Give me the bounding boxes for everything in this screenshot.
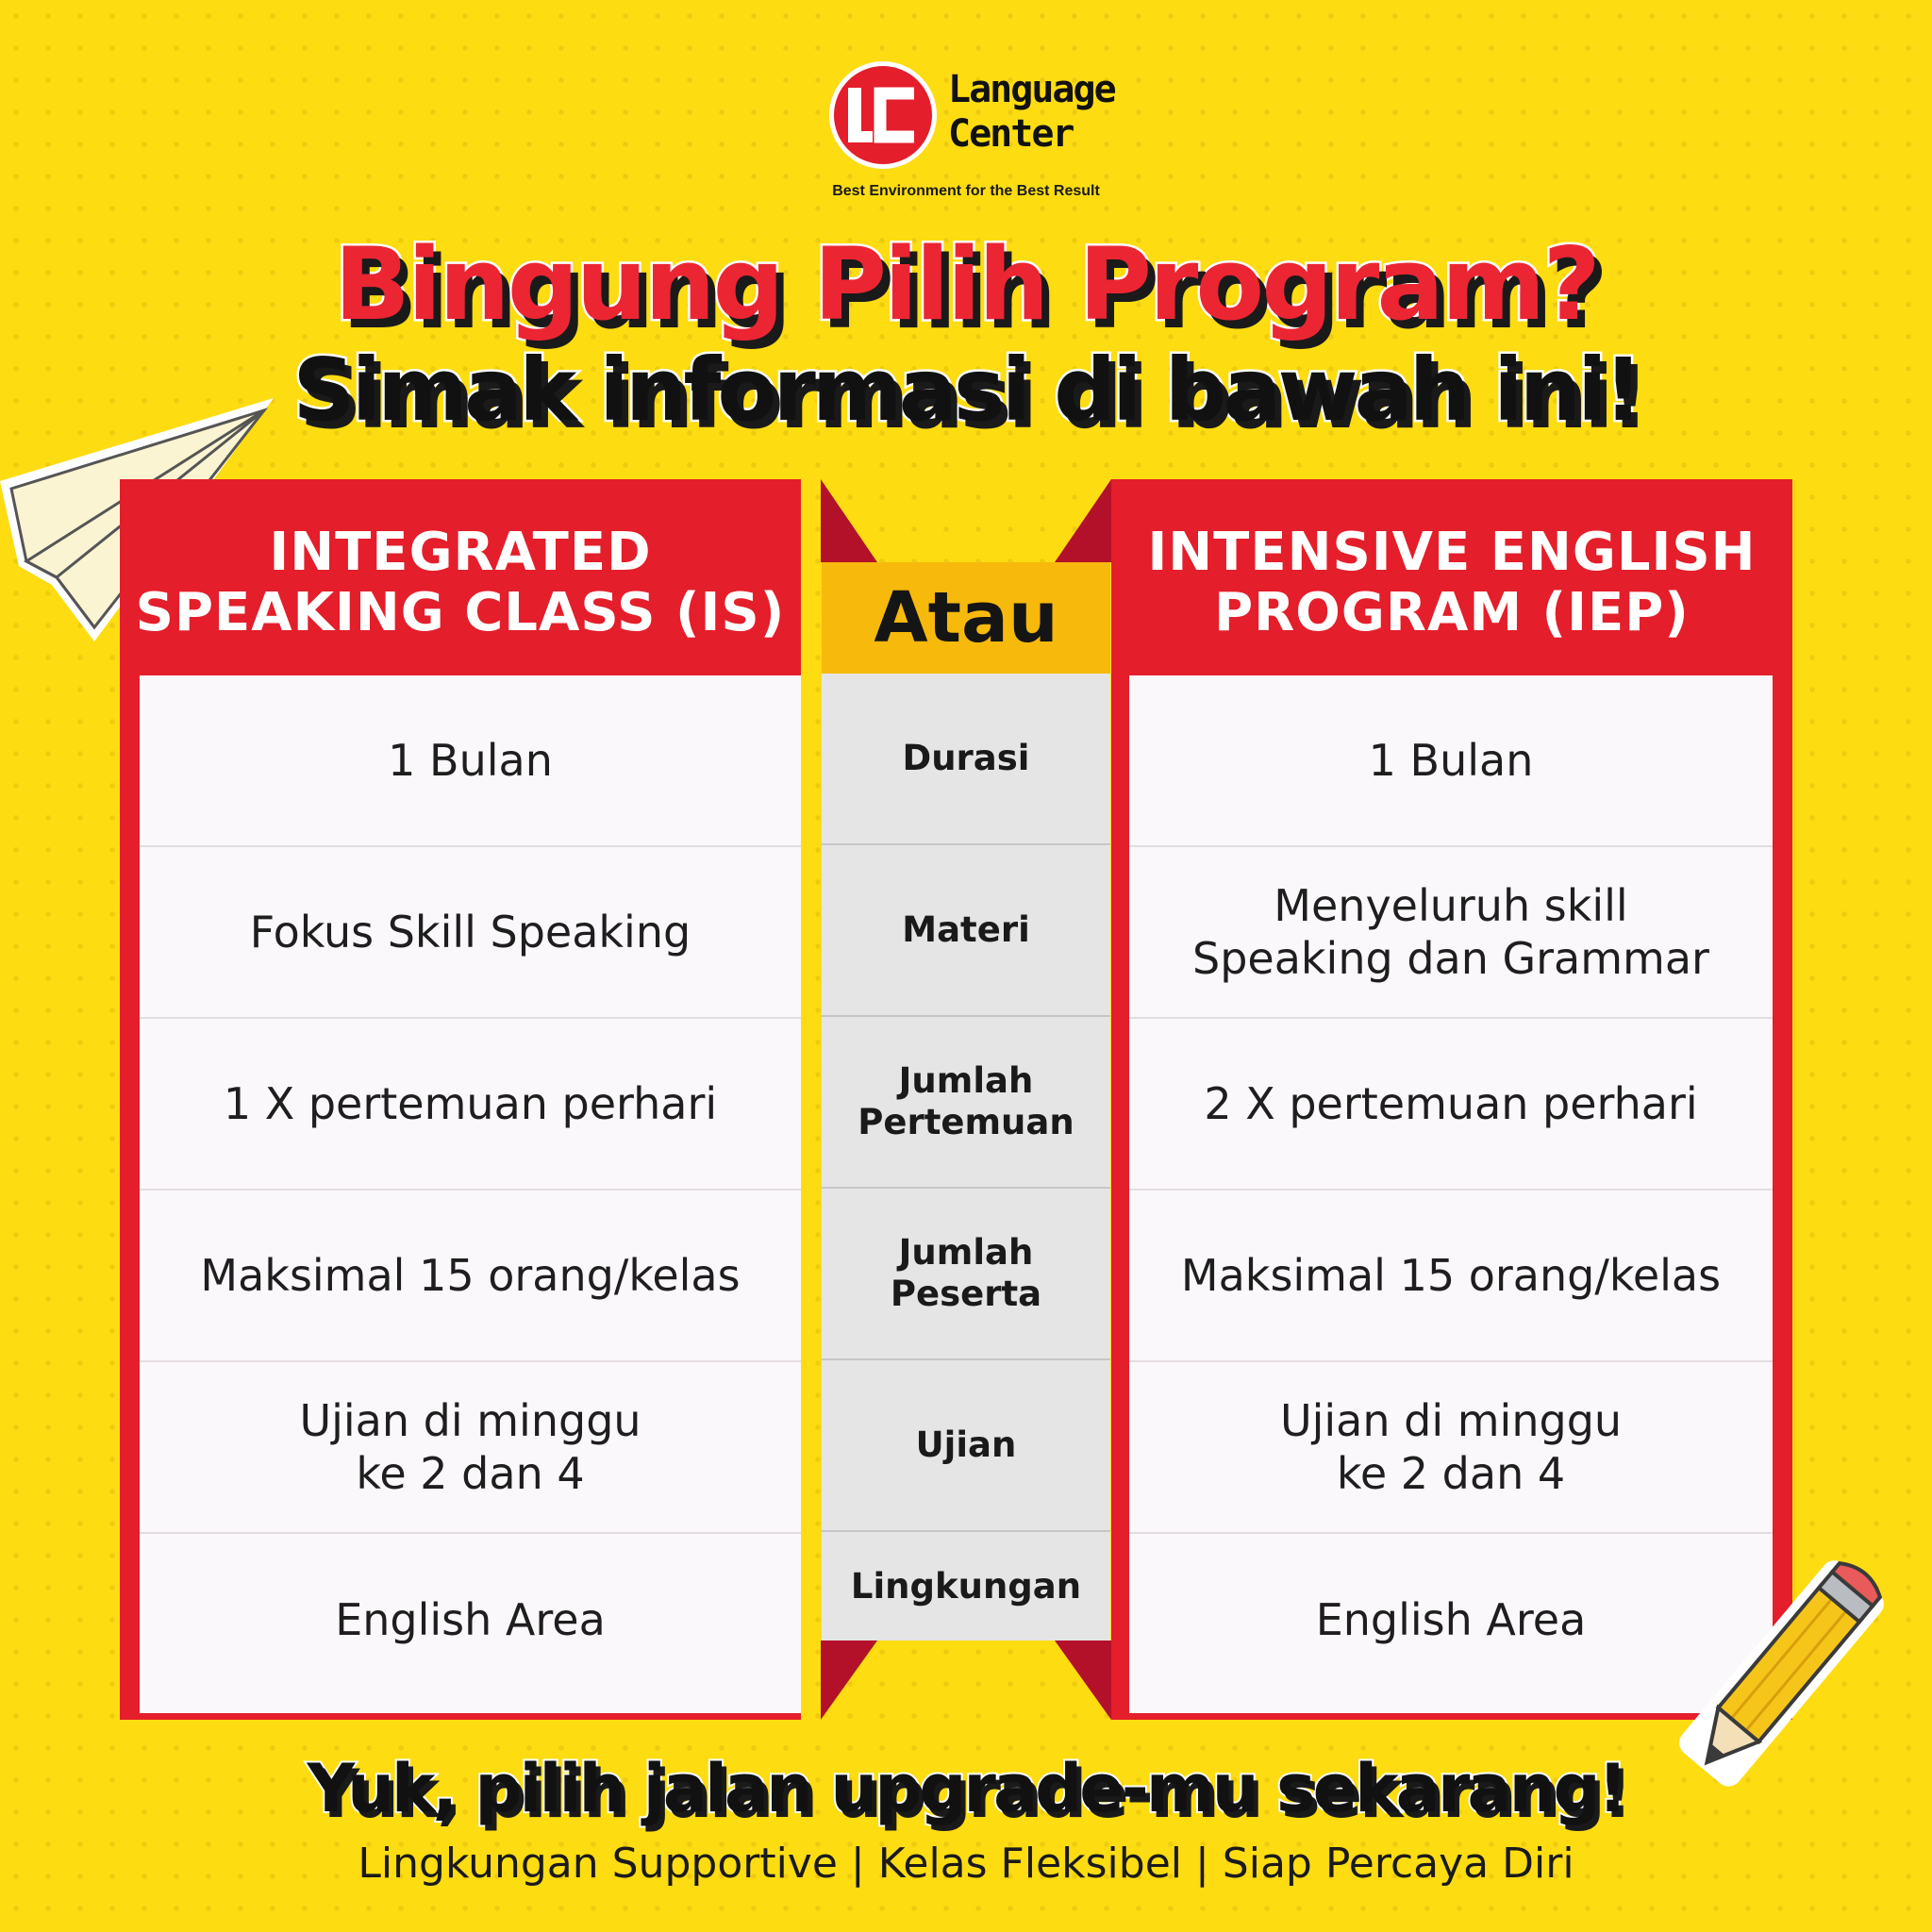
detail-pertemuan	[140, 1019, 801, 1191]
fold-left-top	[821, 479, 877, 564]
detail-text: Fokus Skill Speaking	[249, 907, 691, 958]
program-title	[120, 523, 801, 643]
detail-durasi	[140, 675, 801, 847]
criterion-text: Durasi	[902, 738, 1030, 778]
criterion-text: Jumlah	[898, 1060, 1034, 1101]
criterion-peserta	[822, 1189, 1110, 1360]
detail-text: English Area	[1315, 1594, 1587, 1645]
program-title	[1111, 523, 1792, 643]
logo-tagline: Best Environment for the Best Result	[832, 183, 1100, 199]
criterion-ujian	[822, 1360, 1110, 1532]
detail-text: Maksimal 15 orang/kelas	[200, 1250, 741, 1301]
detail-text: Maksimal 15 orang/kelas	[1180, 1250, 1722, 1301]
detail-text-2: Speaking dan Grammar	[1192, 933, 1709, 984]
detail-text: 1 X pertemuan perhari	[223, 1078, 718, 1129]
detail-text: Ujian di minggu	[299, 1395, 641, 1446]
criterion-text-2: Pertemuan	[858, 1102, 1074, 1142]
criterion-text: Jumlah	[898, 1232, 1034, 1273]
detail-text-2: ke 2 dan 4	[356, 1448, 585, 1499]
criterion-durasi	[822, 674, 1110, 845]
criterion-text: Ujian	[915, 1424, 1017, 1465]
logo-word-line2: Center	[948, 112, 1074, 156]
headline-subtitle: Simak informasi di bawah ini!	[292, 340, 1640, 441]
headline-question: Bingung Pilih Program?	[334, 226, 1598, 342]
detail-materi	[1129, 847, 1773, 1019]
detail-text-2: ke 2 dan 4	[1336, 1448, 1566, 1499]
program-title-line1: INTEGRATED	[269, 522, 652, 583]
detail-text: English Area	[335, 1594, 606, 1645]
fold-right-top	[1055, 479, 1111, 564]
program-title-line1: INTENSIVE ENGLISH	[1147, 522, 1757, 583]
criterion-pertemuan	[822, 1017, 1110, 1189]
detail-text: 1 Bulan	[1368, 735, 1534, 786]
detail-lingkungan	[140, 1534, 801, 1706]
criterion-materi	[822, 845, 1110, 1017]
program-details	[140, 675, 801, 1713]
criteria-column	[822, 674, 1110, 1641]
detail-text: Ujian di minggu	[1279, 1395, 1623, 1446]
logo-word-line1: Language	[948, 68, 1115, 111]
detail-durasi	[1129, 675, 1773, 847]
criterion-text: Lingkungan	[850, 1565, 1082, 1607]
logo-icon	[827, 59, 939, 171]
detail-text: 2 X pertemuan perhari	[1204, 1078, 1698, 1129]
detail-text: Menyeluruh skill	[1274, 880, 1628, 931]
program-title-line2: PROGRAM (IEP)	[1214, 582, 1690, 643]
program-panel-iep	[1111, 479, 1792, 1720]
program-panel-is	[120, 479, 801, 1720]
divider-label: Atau	[822, 562, 1110, 674]
detail-peserta	[140, 1191, 801, 1362]
detail-pertemuan	[1129, 1019, 1773, 1191]
fold-right-bottom	[1055, 1641, 1111, 1720]
detail-ujian	[140, 1362, 801, 1534]
call-to-action: Yuk, pilih jalan upgrade-mu sekarang!	[307, 1750, 1625, 1827]
detail-peserta	[1129, 1191, 1773, 1362]
detail-text: 1 Bulan	[388, 735, 553, 786]
fold-left-bottom	[821, 1641, 877, 1720]
detail-ujian	[1129, 1362, 1773, 1534]
logo-wordmark	[948, 68, 1174, 157]
benefits-line: Lingkungan Supportive | Kelas Fleksibel | Siap Percaya Diri	[358, 1840, 1574, 1888]
criterion-lingkungan	[822, 1532, 1110, 1641]
criterion-text: Materi	[902, 909, 1030, 950]
detail-materi	[140, 847, 801, 1019]
program-title-line2: SPEAKING CLASS (IS)	[135, 582, 786, 643]
criterion-text-2: Peserta	[890, 1274, 1042, 1314]
